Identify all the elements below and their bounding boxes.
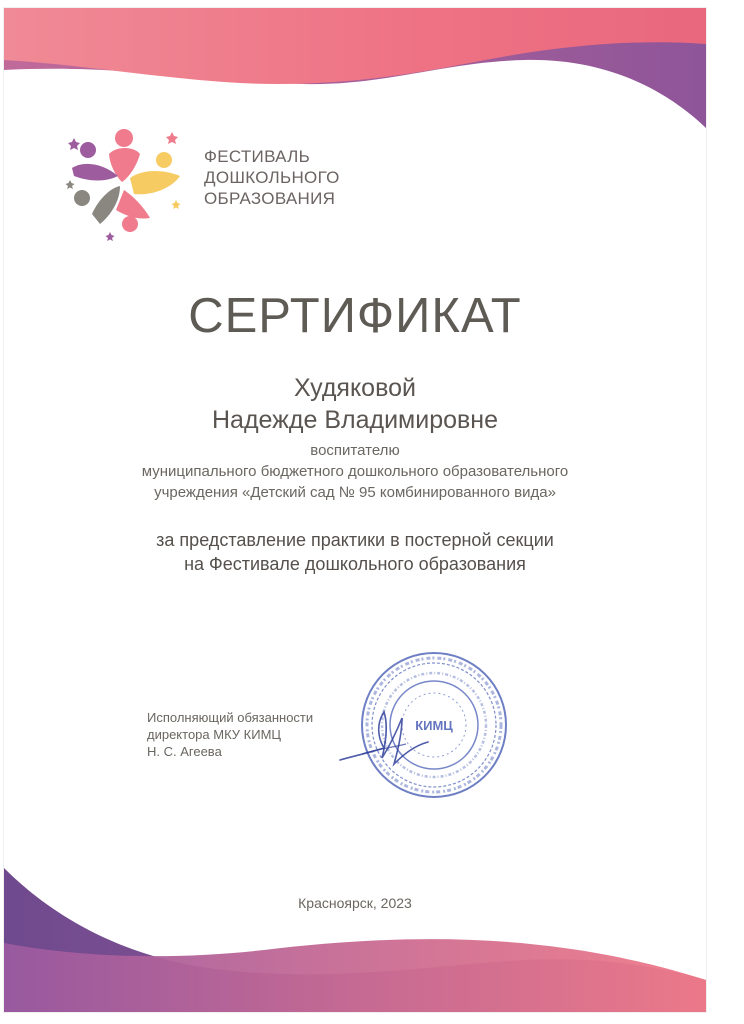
recipient-surname: Худяковой — [294, 374, 416, 402]
signer-line-3: Н. С. Агеева — [147, 744, 222, 759]
signer-block — [147, 709, 313, 760]
stamp-center-text: КИМЦ — [415, 718, 453, 733]
logo-line-1: ФЕСТИВАЛЬ — [204, 147, 311, 166]
role-line-2: муниципального бюджетного дошкольного образовательного — [141, 463, 569, 480]
certificate-page — [4, 8, 706, 1012]
signer-line-1: Исполняющий обязанности — [147, 710, 314, 725]
logo-line-3: ОБРАЗОВАНИЯ — [204, 189, 336, 208]
recipient-given-names: Надежде Владимировне — [212, 406, 498, 434]
handwritten-signature — [332, 698, 442, 778]
signer-line-2: директора МКУ КИМЦ — [147, 727, 282, 742]
recipient-role — [4, 440, 706, 503]
certificate-title: СЕРТИФИКАТ — [188, 289, 522, 343]
reason-line-2: на Фестивале дошкольного образования — [184, 554, 526, 574]
award-reason — [4, 528, 706, 576]
logo-line-2: ДОШКОЛЬНОГО — [204, 168, 340, 187]
role-line-3: учреждения «Детский сад № 95 комбинированного вида» — [154, 484, 556, 501]
reason-line-1: за представление практики в постерной секции — [156, 530, 554, 550]
role-line-1: воспитателю — [310, 442, 400, 459]
festival-logo-text — [204, 146, 340, 209]
recipient-name — [4, 372, 706, 436]
city-and-year: Красноярск, 2023 — [298, 895, 412, 911]
festival-logo-icon — [64, 120, 188, 244]
